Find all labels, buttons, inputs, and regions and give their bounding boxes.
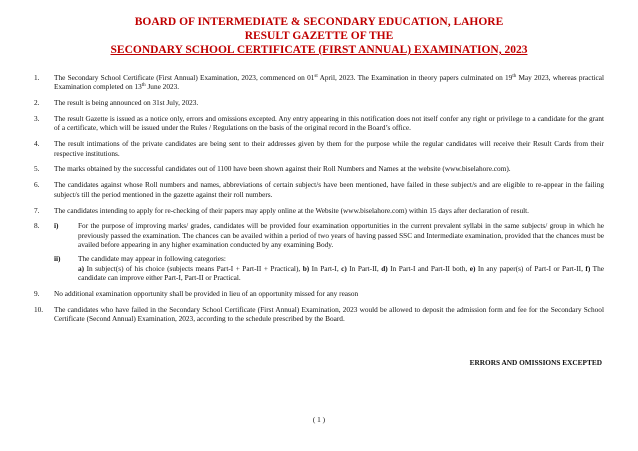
- sub-item-text: For the purpose of improving marks/ grades, candidates will be provided four examination opportunities in the current prevalent syllabi in the same subjects/ group in which he previously passed the examination. The chances can be availed within a period of two years of having passed SSC and Intermediate examination, provided that the chances must be availed before appearing in any higher examination conducted by any examining Body.: [78, 221, 604, 250]
- item-text: The Secondary School Certificate (First Annual) Examination, 2023, commenced on 01st April, 2023. The Examination in theory papers culminated on 19th May 2023, whereas practical Examination completed on 13th June 2023.: [54, 73, 605, 92]
- item-number: 2.: [34, 98, 40, 108]
- sub-item-number: i): [54, 221, 59, 231]
- notice-item-9: [34, 289, 604, 298]
- item-number: 1.: [34, 73, 40, 82]
- item-text: The result intimations of the private candidates are being sent to their addresses given by them for the purpose while the regular candidates will receive their Result Cards from their respective institutions.: [54, 139, 604, 158]
- item-text: The marks obtained by the successful candidates out of 1100 have been shown against their Roll Numbers and Names at the website (www.biselahore.com).: [54, 164, 511, 174]
- sub-item-i: [54, 221, 604, 249]
- sub-item-number: ii): [54, 254, 61, 264]
- notice-item-7: [34, 206, 604, 215]
- item-number: 10.: [34, 304, 44, 314]
- notice-item-6: [34, 180, 604, 199]
- item-text: No additional examination opportunity shall be provided in lieu of an opportunity missed for any reason: [54, 288, 359, 298]
- gazette-subtitle: RESULT GAZETTE OF THE: [244, 30, 394, 42]
- item-text: The result is being announced on 31st July, 2023.: [54, 98, 199, 108]
- notice-item-2: [34, 98, 604, 107]
- notice-item-8: [34, 221, 604, 282]
- item-text: The result Gazette is issued as a notice only, errors and omissions excepted. Any entry appearing in this notification does not itself confer any right or privilege to a candidate for the grant of a certificate, which will be issued under the Rules / Regulations on the basis of the original record in the Board’s office.: [54, 114, 604, 133]
- item-text: The candidates intending to apply for re-checking of their papers may apply online at the Website (www.biselahore.com) within 15 days after declaration of result.: [54, 205, 529, 215]
- item-number: 4.: [34, 139, 40, 149]
- item-number: 5.: [34, 164, 40, 174]
- item-text: The candidates who have failed in the Secondary School Certificate (First Annual) Examination, 2023 would be allowed to deposit the admission form and fee for the Secondary School Certificate (Second Annual) Examination, 2023, according to the schedule prescribed by the Board.: [54, 304, 604, 323]
- page-number: ( 1 ): [312, 415, 326, 424]
- notice-list: [34, 73, 604, 330]
- category-list: a) In subject(s) of his choice (subjects means Part-I + Part-II + Practical), b) In Part-I, c) In Part-II, d) In Part-I and Part-II both, e) In any paper(s) of Part-I or Part-II, f) The candidate can improve either Part-I, Part-II or Practical.: [78, 263, 604, 282]
- item-number: 3.: [34, 114, 40, 124]
- sub-item-ii: [54, 254, 604, 282]
- notice-item-5: [34, 164, 604, 173]
- notice-item-4: [34, 139, 604, 158]
- item-number: 6.: [34, 180, 40, 190]
- board-title: BOARD OF INTERMEDIATE & SECONDARY EDUCATION, LAHORE: [134, 16, 504, 28]
- notice-item-1: [34, 73, 604, 92]
- sub-item-intro: The candidate may appear in following categories:: [78, 254, 226, 264]
- item-number: 8.: [34, 221, 40, 231]
- exam-title: SECONDARY SCHOOL CERTIFICATE (FIRST ANNUAL) EXAMINATION, 2023: [110, 44, 528, 56]
- item-number: 7.: [34, 205, 40, 215]
- notice-item-10: [34, 305, 604, 324]
- errors-omissions-note: ERRORS AND OMISSIONS EXCEPTED: [469, 358, 602, 367]
- item-text: The candidates against whose Roll numbers and names, abbreviations of certain subject/s have been mentioned, have failed in these subject/s and are eligible to re-appear in the failing subject/s till the period mentioned in the gazette against their roll numbers.: [54, 180, 604, 199]
- item-number: 9.: [34, 288, 40, 298]
- notice-item-3: [34, 114, 604, 133]
